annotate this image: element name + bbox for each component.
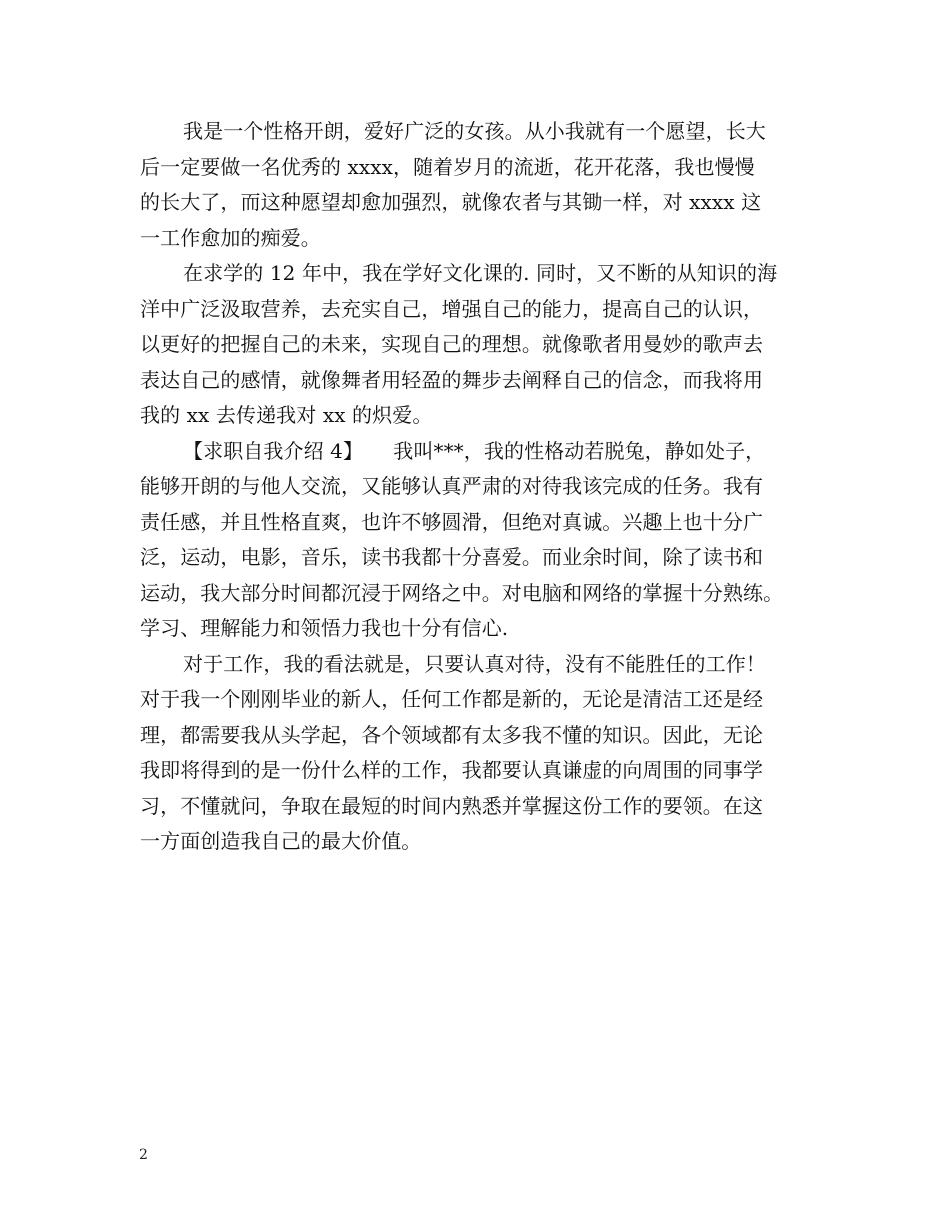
- paragraph-2-line-4: 表达自己的感情，就像舞者用轻盈的舞步去阐释自己的信念，而我将用: [140, 367, 764, 392]
- page-number: 2: [139, 1147, 148, 1163]
- paragraph-4-line-3: 理，都需要我从头学起，各个领域都有太多我不懂的知识。因此，无论: [140, 722, 764, 747]
- paragraph-1-line-3: 的长大了，而这种愿望却愈加强烈，就像农者与其锄一样，对 xxxx 这: [140, 190, 762, 214]
- body-text: [140, 114, 820, 860]
- paragraph-2-line-1: 在求学的 12 年中，我在学好文化课的. 同时，又不断的从知识的海: [183, 261, 778, 285]
- paragraph-4-line-1: 对于工作，我的看法就是，只要认真对待，没有不能胜任的工作！: [183, 651, 766, 676]
- paragraph-4-line-4: 我即将得到的是一份什么样的工作，我都要认真谦虚的向周围的同事学: [140, 758, 764, 782]
- paragraph-2-line-5: 我的 xx 去传递我对 xx 的炽爱。: [140, 403, 433, 427]
- paragraph-3-line-2: 能够开朗的与他人交流，又能够认真严肃的对待我该完成的任务。我有: [140, 474, 764, 498]
- paragraph-3-line-6: 学习、理解能力和领悟力我也十分有信心.: [140, 616, 509, 640]
- paragraph-4-line-2: 对于我一个刚刚毕业的新人，任何工作都是新的，无论是清洁工还是经: [140, 687, 764, 711]
- paragraph-1-line-2: 后一定要做一名优秀的 xxxx，随着岁月的流逝，花开花落，我也慢慢: [140, 154, 755, 179]
- paragraph-3-line-1: 【求职自我介绍 4】 我叫***，我的性格动若脱兔，静如处子，: [183, 438, 766, 463]
- paragraph-3-line-4: 泛，运动，电影，音乐，读书我都十分喜爱。而业余时间，除了读书和: [140, 545, 764, 569]
- paragraph-4-line-6: 一方面创造我自己的最大价值。: [140, 829, 422, 853]
- paragraph-2-line-3: 以更好的把握自己的未来，实现自己的理想。就像歌者用曼妙的歌声去: [140, 332, 764, 356]
- paragraph-3-line-3: 责任感，并且性格直爽，也许不够圆滑，但绝对真诚。兴趣上也十分广: [140, 509, 764, 534]
- paragraph-1-line-4: 一工作愈加的痴爱。: [140, 225, 321, 250]
- paragraph-2-line-2: 洋中广泛汲取营养，去充实自己，增强自己的能力，提高自己的认识，: [140, 296, 764, 321]
- paragraph-3-line-5: 运动，我大部分时间都沉浸于网络之中。对电脑和网络的掌握十分熟练。: [140, 580, 784, 605]
- paragraph-1-line-1: 我是一个性格开朗，爱好广泛的女孩。从小我就有一个愿望，长大: [183, 119, 766, 143]
- paragraph-4-line-5: 习，不懂就问，争取在最短的时间内熟悉并掌握这份工作的要领。在这: [140, 793, 764, 818]
